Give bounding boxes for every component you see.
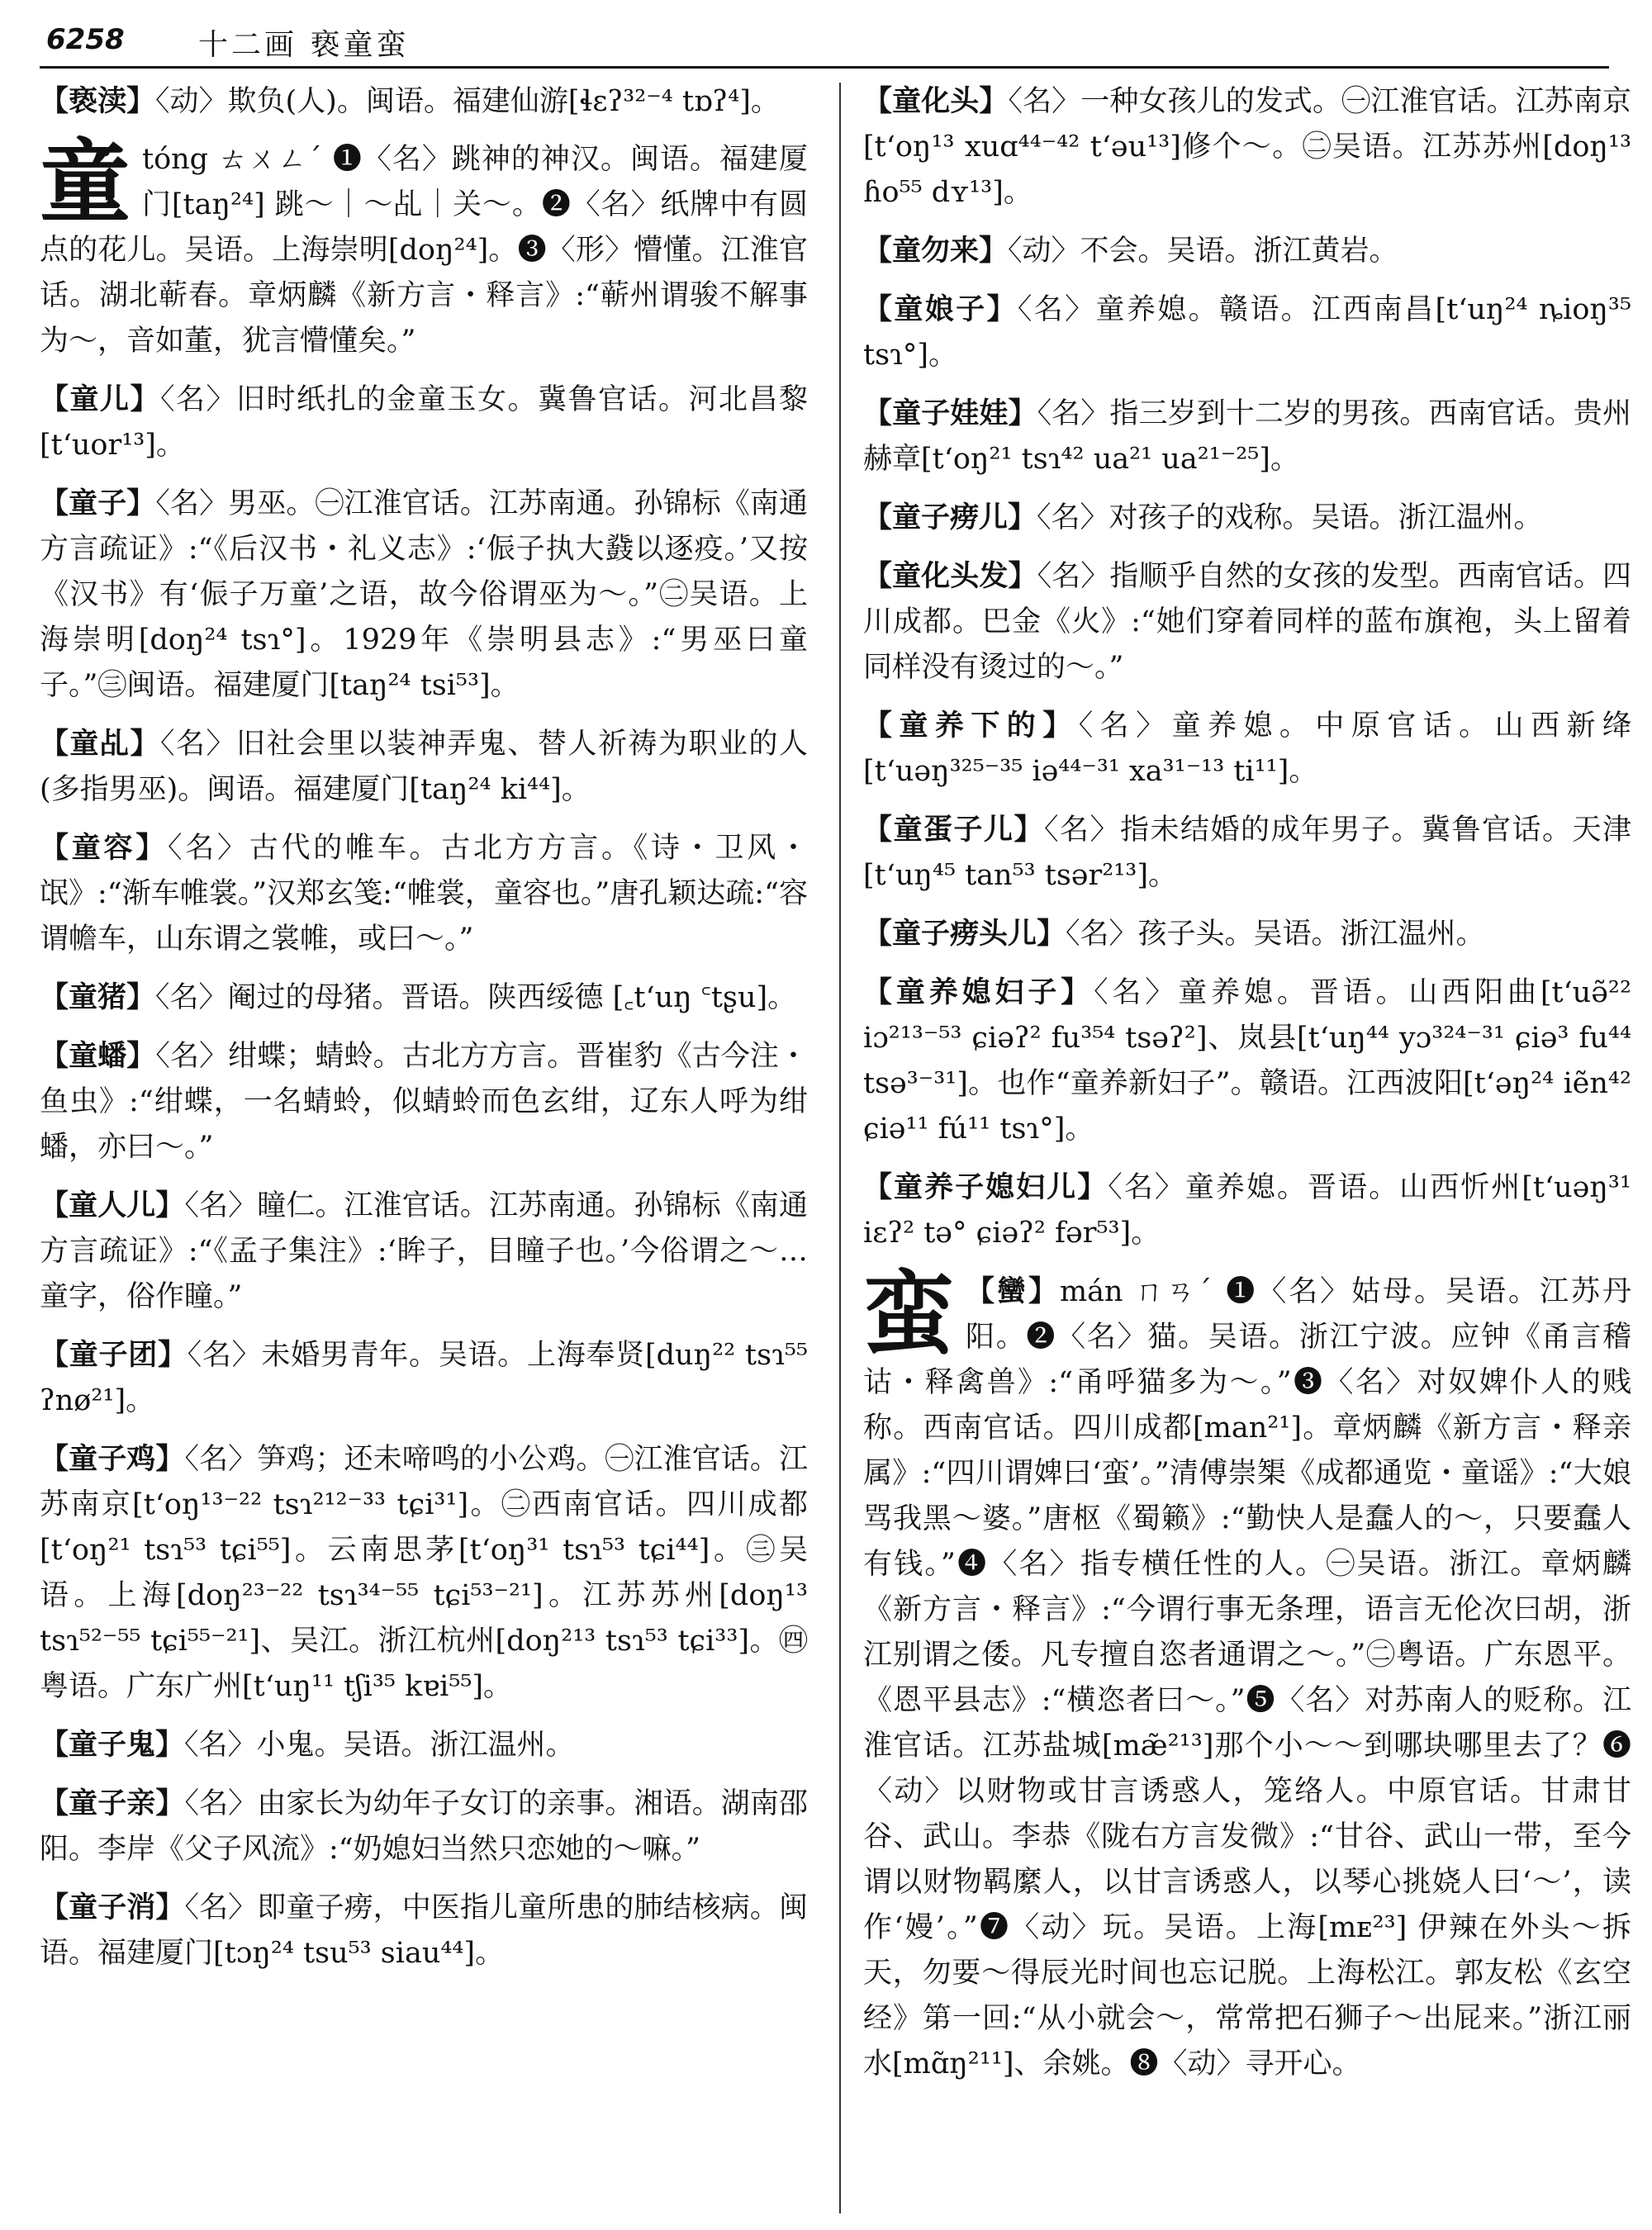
headword: 【童人儿】 [40, 1189, 185, 1222]
entry-tongzhu [40, 975, 808, 1021]
definition: 〈名〉指三岁到十二岁的男孩。西南官话。贵州赫章[tʻoŋ²¹ tsɿ⁴² ua²¹ ua²¹⁻²⁵]。 [863, 397, 1631, 476]
entry-tonghuatou [863, 78, 1631, 216]
entry-tongziji [40, 1436, 808, 1710]
headword: 【童子娃娃】 [863, 396, 1037, 430]
entry-tongfan [40, 1033, 808, 1170]
right-column [863, 78, 1631, 2218]
headword: 【童娘子】 [863, 292, 1018, 326]
entry-tongrener [40, 1183, 808, 1320]
entry-tongzituan [40, 1332, 808, 1424]
definition: 〈名〉对孩子的戏称。吴语。浙江温州。 [1037, 501, 1543, 534]
headword: 【童子亲】 [40, 1786, 185, 1820]
definition: 〈名〉旧时纸扎的金童玉女。冀鲁官话。河北昌黎[tʻuor¹³]。 [40, 383, 808, 462]
headword: 【童乩】 [40, 727, 160, 761]
entry-tongdanzier [863, 807, 1631, 899]
entry-tongrong [40, 825, 808, 962]
definition: 〈名〉指未结婚的成年男子。冀鲁官话。天津[tʻuŋ⁴⁵ tan⁵³ tsər²¹³]。 [863, 814, 1631, 892]
headword: 【童容】 [40, 831, 168, 865]
headword: 【童儿】 [40, 382, 160, 416]
definition: 〈名〉绀蝶；蜻蛉。古北方方言。晋崔豹《古今注・鱼虫》:“绀蝶，一名蜻蛉，似蜻蛉而色玄绀，辽东人呼为绀蟠，亦曰～。” [40, 1040, 808, 1164]
headword: 【童蟠】 [40, 1039, 156, 1073]
left-column [40, 78, 808, 2218]
entry-xiedu [40, 78, 808, 125]
entry-tong [40, 130, 808, 364]
column-divider [839, 83, 841, 2213]
headword: 【童子团】 [40, 1338, 188, 1372]
definition: 〈动〉欺负(人)。闽语。福建仙游[ɬɛʔ³²⁻⁴ tɒʔ⁴]。 [155, 85, 780, 118]
entry-tongyangxiade [863, 703, 1631, 795]
entry-tongzigui [40, 1722, 808, 1768]
headword: 【童养子媳妇儿】 [863, 1170, 1108, 1204]
page-header [40, 18, 1609, 69]
head-character: 蛮 [863, 1261, 954, 1367]
definition: 〈名〉童养媳。晋语。山西忻州[tʻuəŋ³¹ iɛʔ² tə° ɕiəʔ² fər⁵³]。 [863, 1171, 1631, 1250]
definition: 〈动〉不会。吴语。浙江黄岩。 [1008, 235, 1398, 268]
definition: 〈名〉由家长为幼年子女订的亲事。湘语。湖南邵阳。李岸《父子风流》:“奶媳妇当然只恋她的～嘛。” [40, 1787, 808, 1866]
headword: 【童子痨儿】 [863, 501, 1037, 534]
definition: 〈名〉笋鸡；还未啼鸣的小公鸡。㊀江淮官话。江苏南京[tʻoŋ¹³⁻²² tsɿ²¹²⁻³³ tɕi³¹]。㊁西南官话。四川成都[tʻoŋ²¹ tsɿ⁵³ tɕi⁵⁵]。云南思茅[tʻoŋ³¹ tsɿ⁵³ tɕi⁴⁴]。㊂吴语。上海[doŋ²³⁻²² tsɿ³⁴⁻⁵⁵ tɕi⁵³⁻²¹]。江苏苏州[doŋ¹³ tsɿ⁵²⁻⁵⁵ tɕi⁵⁵⁻²¹]、吴江。浙江杭州[doŋ²¹³ tsɿ⁵³ tɕi³³]。㊃粤语。广东广州[tʻuŋ¹¹ tʃi³⁵ kɐi⁵⁵]。 [40, 1443, 808, 1703]
definition: 〈名〉孩子头。吴语。浙江温州。 [1066, 918, 1485, 951]
definition: 〈名〉一种女孩儿的发式。㊀江淮官话。江苏南京[tʻoŋ¹³ xuɑ⁴⁴⁻⁴² tʻəu¹³]修个～。㊁吴语。江苏苏州[doŋ¹³ ɦo⁵⁵ dʏ¹³]。 [863, 85, 1631, 209]
entry-tongzixiao [40, 1885, 808, 1976]
headword-traditional: 【蠻】 [966, 1274, 1060, 1308]
headword: 【童化头发】 [863, 559, 1037, 593]
definition: tóng ㄊㄨㄥˊ ❶〈名〉跳神的神汉。闽语。福建厦门[taŋ²⁴] 跳～｜～乩｜关～。❷〈名〉纸牌中有圆点的花儿。吴语。上海崇明[doŋ²⁴]。❸〈形〉懵懂。江淮官话。湖北蕲春。章炳麟《新方言・释言》:“蕲州谓骏不解事为～，音如董，犹言懵懂矣。” [40, 143, 808, 358]
entry-tongyangxifuzi [863, 970, 1631, 1152]
entry-tongji [40, 721, 808, 813]
entry-tonghuatoufa [863, 553, 1631, 690]
headword: 【童子】 [40, 486, 156, 520]
definition: 〈名〉未婚男青年。吴语。上海奉贤[duŋ²² tsɿ⁵⁵ ʔnø²¹]。 [40, 1339, 808, 1417]
entry-tongyangzixifuer [863, 1165, 1631, 1256]
definition: 〈名〉童养媳。中原官话。山西新绛[tʻuəŋ³²⁵⁻³⁵ iə⁴⁴⁻³¹ xa³¹⁻¹³ ti¹¹]。 [863, 709, 1631, 788]
headword: 【亵渎】 [40, 84, 156, 118]
page-number: 6258 [46, 23, 125, 56]
headword: 【童勿来】 [863, 234, 1009, 268]
definition: 〈名〉童养媳。晋语。山西阳曲[tʻuə̃²² iɔ²¹³⁻⁵³ ɕiəʔ² fu³⁵⁴ tsəʔ²]、岚县[tʻuŋ⁴⁴ yɔ³²⁴⁻³¹ ɕiə³ fu⁴⁴ tsə³⁻³¹]。也作“童养新妇子”。赣语。江西波阳[tʻəŋ²⁴ iẽn⁴² ɕiə¹¹ fú¹¹ tsɿ°]。 [863, 976, 1631, 1146]
definition: 〈名〉小鬼。吴语。浙江温州。 [184, 1729, 575, 1762]
headword: 【童蛋子儿】 [863, 813, 1044, 847]
entry-man [863, 1261, 1631, 2087]
entry-tongniangzi [863, 287, 1631, 378]
headword: 【童养媳妇子】 [863, 975, 1094, 1009]
entry-tongziwawa [863, 391, 1631, 482]
headword: 【童子消】 [40, 1891, 185, 1924]
entry-tongzilaoer [863, 495, 1631, 541]
definition: mán ㄇㄢˊ ❶〈名〉姑母。吴语。江苏丹阳。❷〈名〉猫。吴语。浙江宁波。应钟《甬言稽诂・释禽兽》:“甬呼猫多为～。”❸〈名〉对奴婢仆人的贱称。西南官话。四川成都[man²¹]。章炳麟《新方言・释亲属》:“四川谓婢曰‘蛮’。”清傅崇榘《成都通览・童谣》:“大娘骂我黑～婆。”唐枢《蜀籁》:“勤快人是蠢人的～，只要蠢人有钱。”❹〈名〉指专横任性的人。㊀吴语。浙江。章炳麟《新方言・释言》:“今谓行事无条理，语言无伦次曰胡，浙江别谓之倭。凡专擅自恣者通谓之～。”㊁粤语。广东恩平。《恩平县志》:“横恣者曰～。”❺〈名〉对苏南人的贬称。江淮官话。江苏盐城[mæ̃²¹³]那个小～～到哪块哪里去了？❻〈动〉以财物或甘言诱惑人，笼络人。中原官话。甘肃甘谷、武山。李恭《陇右方言发微》:“甘谷、武山一带，至今谓以财物羁縻人，以甘言诱惑人，以琴心挑娆人曰‘～’，读作‘嫚’。”❼〈动〉玩。吴语。上海[mᴇ²³] 伊辣在外头～拆天，勿要～得辰光时间也忘记脱。上海松江。郭友松《玄空经》第一回:“从小就会～，常常把石狮子～出屁来。”浙江丽水[mɑ̃ŋ²¹¹]、余姚。❽〈动〉寻开心。 [863, 1275, 1631, 2081]
definition: 〈名〉男巫。㊀江淮官话。江苏南通。孙锦标《南通方言疏证》:“《后汉书・礼义志》:‘侲子执大鼗以逐疫。’又按《汉书》有‘侲子万童’之语，故今俗谓巫为～。”㊁吴语。上海崇明[doŋ²⁴ tsɿ°]。1929年《崇明县志》:“男巫曰童子。”㊂闽语。福建厦门[taŋ²⁴ tsi⁵³]。 [40, 487, 808, 702]
definition: 〈名〉指顺乎自然的女孩的发型。西南官话。四川成都。巴金《火》:“她们穿着同样的蓝布旗袍，头上留着同样没有烫过的～。” [863, 560, 1631, 684]
entry-tongzilaotouer [863, 911, 1631, 957]
definition: 〈名〉即童子痨，中医指儿童所患的肺结核病。闽语。福建厦门[tɔŋ²⁴ tsu⁵³ siau⁴⁴]。 [40, 1891, 808, 1970]
headword: 【童化头】 [863, 84, 1009, 118]
page-title: 十二画 亵童蛮 [198, 28, 410, 62]
entry-tongwulai [863, 228, 1631, 274]
headword: 【童猪】 [40, 980, 156, 1014]
head-character: 童 [40, 130, 131, 235]
headword: 【童养下的】 [863, 709, 1079, 743]
entry-tonger [40, 377, 808, 468]
definition: 〈名〉童养媳。赣语。江西南昌[tʻuŋ²⁴ ȵioŋ³⁵ tsɿ°]。 [863, 293, 1631, 372]
definition: 〈名〉古代的帷车。古北方方言。《诗・卫风・氓》:“渐车帷裳。”汉郑玄笺:“帷裳，童容也。”唐孔颖达疏:“容谓幨车，山东谓之裳帷，或曰～。” [40, 832, 808, 956]
headword: 【童子痨头儿】 [863, 917, 1066, 951]
definition: 〈名〉阉过的母猪。晋语。陕西绥德 [꜀tʻuŋ ꜂tʂu]。 [155, 981, 797, 1014]
entry-tongzi [40, 481, 808, 709]
headword: 【童子鬼】 [40, 1728, 185, 1762]
definition: 〈名〉瞳仁。江淮官话。江苏南通。孙锦标《南通方言疏证》:“《孟子集注》:‘眸子，目瞳子也。’今俗谓之～…童字，俗作瞳。” [40, 1189, 808, 1313]
entry-tongziqin [40, 1781, 808, 1872]
headword: 【童子鸡】 [40, 1442, 185, 1476]
definition: 〈名〉旧社会里以装神弄鬼、替人祈祷为职业的人(多指男巫)。闽语。福建厦门[taŋ²⁴ ki⁴⁴]。 [40, 728, 808, 806]
